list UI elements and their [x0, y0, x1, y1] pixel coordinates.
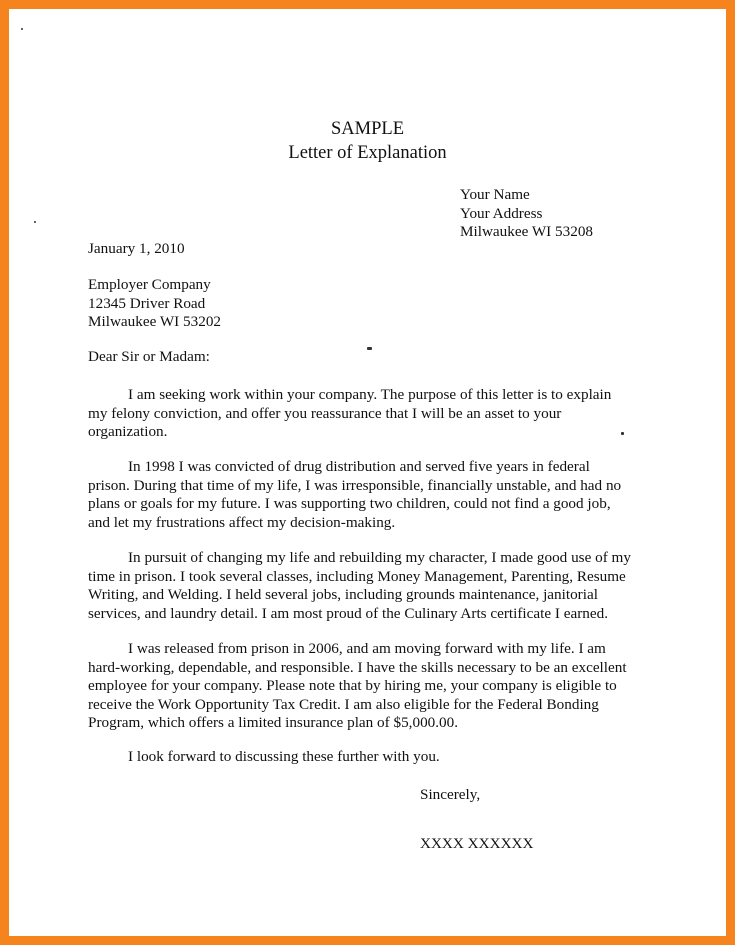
paragraph-line: prison. During that time of my life, I was irresponsible, financially unstable, and had no [88, 476, 622, 494]
sender-city: Milwaukee WI 53208 [460, 223, 594, 240]
letter-page [9, 9, 726, 936]
paragraph-line: services, and laundry detail. I am most proud of the Culinary Arts certificate I earned. [88, 604, 608, 622]
paragraph-line: I look forward to discussing these further with you. [128, 748, 440, 765]
recipient-city: Milwaukee WI 53202 [88, 313, 222, 330]
sender-address: Your Address [460, 204, 543, 222]
recipient-street: 12345 Driver Road [88, 294, 206, 312]
recipient-company: Employer Company [88, 276, 211, 293]
recipient-block [88, 276, 221, 332]
paragraph-line: In 1998 I was convicted of drug distribution and served five years in federal [128, 458, 590, 475]
body-paragraph-1 [88, 386, 636, 442]
signature: XXXX XXXXXX [420, 835, 534, 852]
scan-speck [367, 347, 372, 350]
body-paragraph-2 [88, 458, 636, 532]
letter-date: January 1, 2010 [88, 240, 185, 257]
paragraph-line: and let my frustrations affect my decision-making. [88, 513, 396, 531]
paragraph-line: time in prison. I took several classes, including Money Management, Parenting, Resume [88, 567, 626, 585]
paragraph-line: plans or goals for my future. I was supporting two children, could not find a good job, [88, 495, 611, 512]
sender-name: Your Name [460, 186, 530, 203]
paragraph-line: organization. [88, 423, 168, 440]
letter-subtitle: Letter of Explanation [288, 143, 447, 163]
paragraph-line: I am seeking work within your company. The purpose of this letter is to explain [128, 386, 612, 403]
paragraph-line: employee for your company. Please note that by hiring me, your company is eligible to [88, 677, 617, 694]
paragraph-line: In pursuit of changing my life and rebuilding my character, I made good use of my [128, 549, 631, 566]
sender-block [460, 186, 593, 242]
paragraph-line: Writing, and Welding. I held several jobs, including grounds maintenance, janitorial [88, 586, 598, 603]
scan-speck [34, 221, 36, 223]
body-paragraph-5 [88, 748, 636, 767]
salutation: Dear Sir or Madam: [88, 348, 210, 365]
scan-speck [21, 28, 23, 30]
letter-title: SAMPLE [331, 119, 404, 139]
closing: Sincerely, [420, 786, 481, 803]
paragraph-line: receive the Work Opportunity Tax Credit. I am also eligible for the Federal Bonding [88, 695, 599, 713]
paragraph-line: Program, which offers a limited insurance plan of $5,000.00. [88, 714, 459, 731]
body-paragraph-4 [88, 640, 636, 733]
body-paragraph-3 [88, 549, 636, 623]
paragraph-line: my felony conviction, and offer you reassurance that I will be an asset to your [88, 404, 562, 422]
paragraph-line: hard-working, dependable, and responsible. I have the skills necessary to be an excellent [88, 658, 627, 676]
paragraph-line: I was released from prison in 2006, and am moving forward with my life. I am [128, 640, 606, 657]
